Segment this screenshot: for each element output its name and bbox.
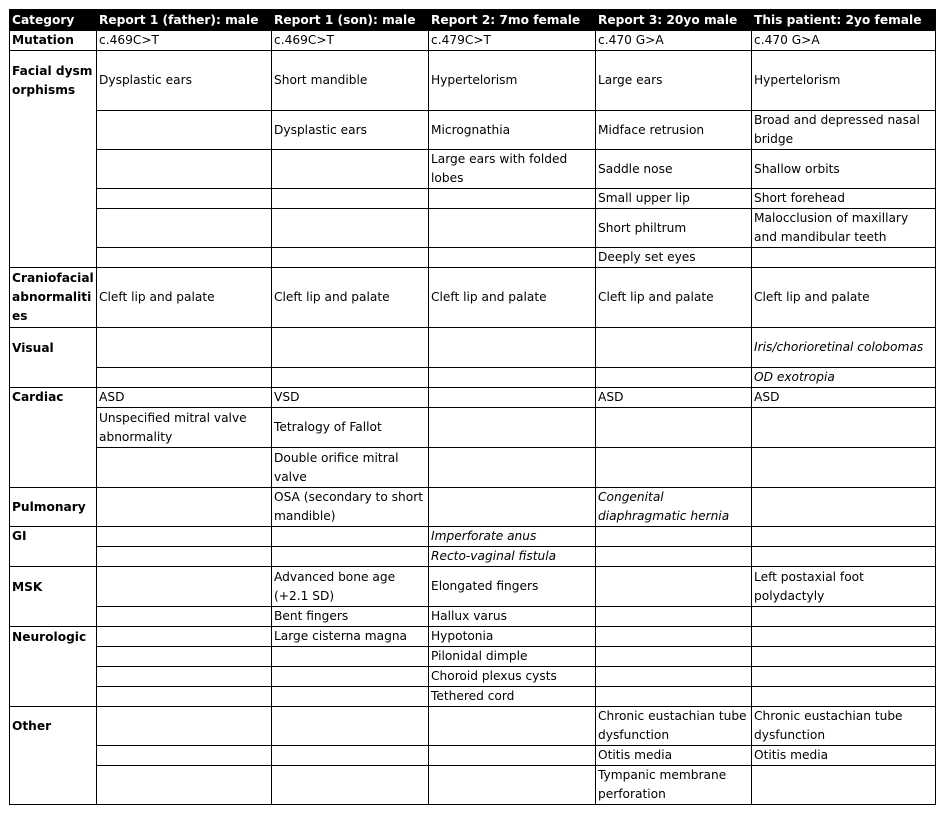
table-row: [10, 388, 936, 408]
table-cell: Midface retrusion: [596, 111, 752, 150]
table-cell: Pilonidal dimple: [429, 647, 596, 667]
table-cell: c.479C>T: [429, 31, 596, 51]
table-row: [10, 746, 936, 766]
table-cell: [596, 448, 752, 488]
table-cell: Malocclusion of maxillary and mandibular teeth: [752, 209, 936, 248]
table-cell: [596, 667, 752, 687]
table-cell: [272, 707, 429, 746]
table-row: [10, 111, 936, 150]
table-cell: Imperforate anus: [429, 527, 596, 547]
table-cell: [752, 248, 936, 268]
table-row: [10, 647, 936, 667]
table-cell: [596, 547, 752, 567]
table-cell: Short philtrum: [596, 209, 752, 248]
table-cell: [97, 746, 272, 766]
table-cell: Otitis media: [752, 746, 936, 766]
table-cell: ASD: [97, 388, 272, 408]
table-cell: Cleft lip and palate: [272, 268, 429, 328]
table-cell: [97, 667, 272, 687]
row-category: Visual: [12, 340, 54, 355]
table-row: [10, 527, 936, 547]
table-cell: [97, 647, 272, 667]
table-cell: [429, 248, 596, 268]
table-cell: VSD: [272, 388, 429, 408]
table-cell: [752, 488, 936, 527]
row-category: Mutation: [10, 31, 97, 51]
table-row: [10, 209, 936, 248]
table-row: [10, 368, 936, 388]
table-cell: Advanced bone age (+2.1 SD): [272, 567, 429, 607]
table-cell: Tympanic membrane perforation: [596, 766, 752, 805]
table-cell: Hypertelorism: [752, 51, 936, 111]
table-cell: [596, 567, 752, 607]
table-cell: Saddle nose: [596, 150, 752, 189]
column-header: Report 1 (father): male: [97, 10, 272, 31]
table-cell: [429, 707, 596, 746]
table-cell: OSA (secondary to short mandible): [272, 488, 429, 527]
table-cell: [596, 647, 752, 667]
table-cell: [97, 368, 272, 388]
table-cell: [429, 388, 596, 408]
table-cell: Dysplastic ears: [97, 51, 272, 111]
table-cell: [97, 766, 272, 805]
table-cell: Large ears: [596, 51, 752, 111]
table-cell: Hallux varus: [429, 607, 596, 627]
table-cell: Unspecified mitral valve abnormality: [97, 408, 272, 448]
table-cell: c.469C>T: [97, 31, 272, 51]
table-cell: [97, 111, 272, 150]
table-cell: [752, 448, 936, 488]
row-category: Neurologic: [12, 629, 87, 644]
table-cell: [752, 766, 936, 805]
table-cell: Chronic eustachian tube dysfunction: [596, 707, 752, 746]
table-row: [10, 268, 936, 328]
table-cell: Double orifice mitral valve: [272, 448, 429, 488]
table-cell: [596, 687, 752, 707]
table-row: [10, 667, 936, 687]
row-category: Cardiac: [12, 390, 64, 404]
table-row: [10, 448, 936, 488]
table-cell: [272, 766, 429, 805]
table-cell: ASD: [596, 388, 752, 408]
table-cell: c.470 G>A: [596, 31, 752, 51]
table-cell: [97, 547, 272, 567]
table-cell: Large ears with folded lobes: [429, 150, 596, 189]
table-cell: Cleft lip and palate: [97, 268, 272, 328]
table-cell: Hypotonia: [429, 627, 596, 647]
table-cell: [429, 766, 596, 805]
table-cell: [752, 667, 936, 687]
table-cell: Deeply set eyes: [596, 248, 752, 268]
table-cell: [596, 368, 752, 388]
table-row: [10, 31, 936, 51]
table-cell: [429, 189, 596, 209]
column-header: Report 1 (son): male: [272, 10, 429, 31]
table-cell: [752, 687, 936, 707]
table-cell: [429, 209, 596, 248]
table-row: [10, 607, 936, 627]
table-cell: [272, 328, 429, 368]
table-cell: Cleft lip and palate: [596, 268, 752, 328]
table-cell: [596, 527, 752, 547]
table-cell: [97, 209, 272, 248]
table-cell: [272, 248, 429, 268]
table-cell: c.470 G>A: [752, 31, 936, 51]
table-cell: c.469C>T: [272, 31, 429, 51]
table-cell: Iris/chorioretinal colobomas: [752, 328, 936, 368]
table-cell: Short mandible: [272, 51, 429, 111]
table-cell: Micrognathia: [429, 111, 596, 150]
table-cell: [97, 567, 272, 607]
table-cell: [272, 368, 429, 388]
column-header: Report 2: 7mo female: [429, 10, 596, 31]
table-cell: [97, 248, 272, 268]
table-cell: Elongated fingers: [429, 567, 596, 607]
table-row: [10, 408, 936, 448]
table-row: [10, 189, 936, 209]
table-cell: [272, 746, 429, 766]
table-cell: Broad and depressed nasal bridge: [752, 111, 936, 150]
table-cell: [752, 527, 936, 547]
table-cell: Shallow orbits: [752, 150, 936, 189]
table-cell: ASD: [752, 388, 936, 408]
table-cell: Left postaxial foot polydactyly: [752, 567, 936, 607]
table-row: [10, 150, 936, 189]
table-row: [10, 707, 936, 746]
table-cell: OD exotropia: [752, 368, 936, 388]
table-cell: [97, 707, 272, 746]
table-cell: Congenital diaphragmatic hernia: [596, 488, 752, 527]
row-category: Craniofacial abnormalities: [10, 268, 97, 328]
row-category: Facial dysmorphisms: [12, 64, 93, 97]
table-cell: [272, 647, 429, 667]
table-row: [10, 627, 936, 647]
table-cell: Recto-vaginal fistula: [429, 547, 596, 567]
table-cell: [272, 209, 429, 248]
table-cell: [97, 607, 272, 627]
table-cell: Chronic eustachian tube dysfunction: [752, 707, 936, 746]
table-cell: [97, 527, 272, 547]
table-cell: [429, 746, 596, 766]
table-cell: [272, 527, 429, 547]
table-cell: [272, 687, 429, 707]
table-cell: Otitis media: [596, 746, 752, 766]
header-row: [10, 10, 936, 31]
table-cell: Large cisterna magna: [272, 627, 429, 647]
table-cell: [97, 687, 272, 707]
table-row: [10, 488, 936, 527]
column-header: This patient: 2yo female: [752, 10, 936, 31]
table-cell: [596, 607, 752, 627]
table-row: [10, 567, 936, 607]
table-cell: [97, 189, 272, 209]
row-category: GI: [12, 529, 27, 543]
table-cell: [429, 328, 596, 368]
table-cell: Tetralogy of Fallot: [272, 408, 429, 448]
table-cell: [752, 647, 936, 667]
table-cell: [97, 627, 272, 647]
table-cell: Choroid plexus cysts: [429, 667, 596, 687]
table-cell: [752, 408, 936, 448]
row-category: Pulmonary: [10, 488, 97, 527]
table-row: [10, 687, 936, 707]
table-cell: Cleft lip and palate: [752, 268, 936, 328]
table-cell: [752, 627, 936, 647]
phenotype-comparison-table: [9, 9, 936, 805]
table-cell: Hypertelorism: [429, 51, 596, 111]
table-cell: [272, 667, 429, 687]
table-cell: [272, 547, 429, 567]
table-body: [10, 31, 936, 805]
column-header: Category: [10, 10, 97, 31]
table-cell: [429, 408, 596, 448]
table-row: [10, 328, 936, 368]
table-row: [10, 766, 936, 805]
table-cell: [596, 408, 752, 448]
table-cell: [752, 547, 936, 567]
table-cell: [97, 150, 272, 189]
table-cell: [596, 328, 752, 368]
table-cell: [752, 607, 936, 627]
table-cell: Cleft lip and palate: [429, 268, 596, 328]
table-cell: [272, 150, 429, 189]
table-cell: [97, 328, 272, 368]
table-cell: [429, 488, 596, 527]
table-row: [10, 547, 936, 567]
table-cell: Small upper lip: [596, 189, 752, 209]
table-row: [10, 51, 936, 111]
table-cell: [97, 488, 272, 527]
table-cell: Bent fingers: [272, 607, 429, 627]
row-category: Other: [12, 719, 52, 733]
column-header: Report 3: 20yo male: [596, 10, 752, 31]
table-cell: [97, 448, 272, 488]
table-cell: Tethered cord: [429, 687, 596, 707]
table-cell: [272, 189, 429, 209]
row-category: MSK: [12, 579, 43, 594]
table-cell: [596, 627, 752, 647]
table-cell: [429, 448, 596, 488]
table-cell: [429, 368, 596, 388]
table-cell: Dysplastic ears: [272, 111, 429, 150]
table-cell: Short forehead: [752, 189, 936, 209]
table-row: [10, 248, 936, 268]
